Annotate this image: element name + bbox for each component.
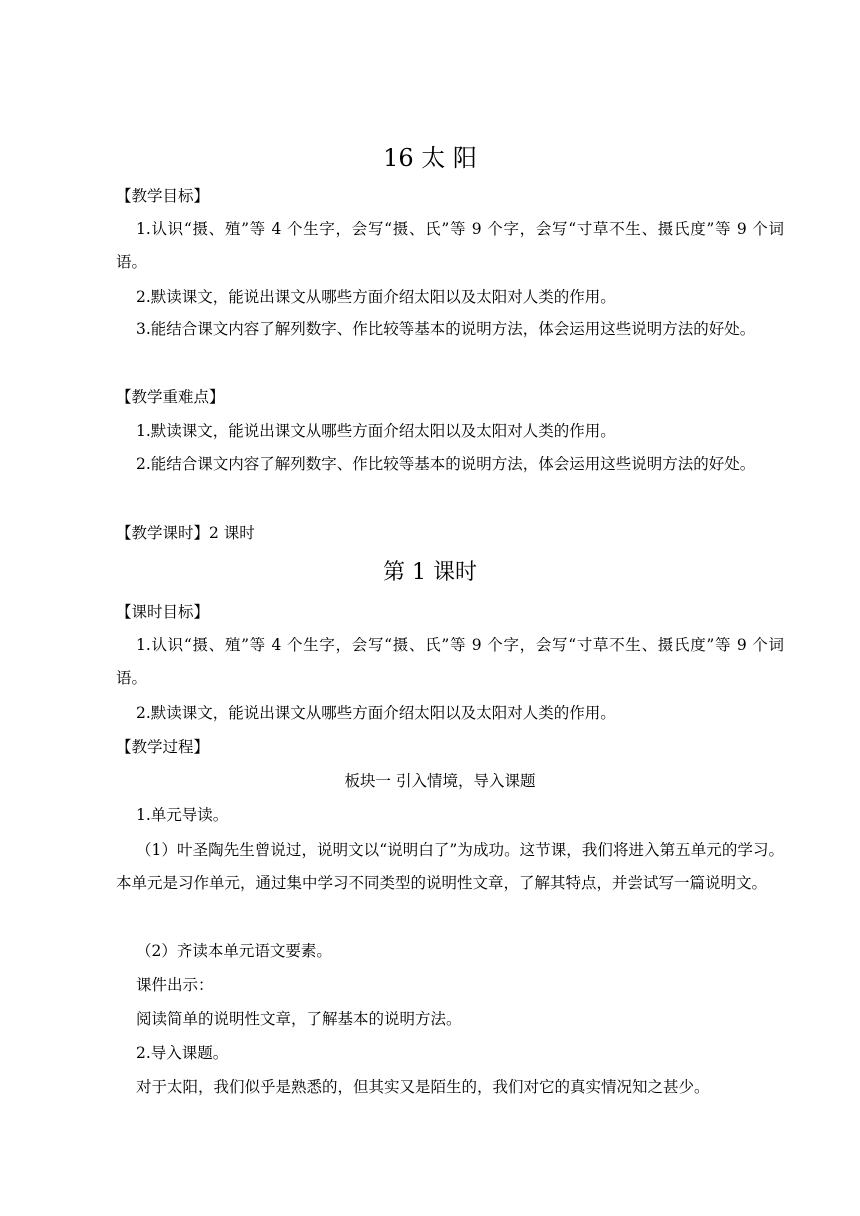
process-heading: 【教学过程】 (116, 738, 210, 756)
goal-item-1: 1.认识“摄、殖”等 4 个生字，会写“摄、氏”等 9 个字，会写“寸草不生、摄氏度”等 9 个词语。 (116, 220, 784, 271)
process-item-4: 课件出示： (136, 976, 214, 994)
lesson-goal-item-1: 1.认识“摄、殖”等 4 个生字，会写“摄、氏”等 9 个字，会写“寸草不生、摄氏度”等 9 个词语。 (116, 636, 784, 687)
process-item-6: 2.导入课题。 (136, 1044, 229, 1062)
process-item-3: （2）齐读本单元语文要素。 (136, 942, 332, 960)
goal-item-3: 3.能结合课文内容了解列数字、作比较等基本的说明方法，体会运用这些说明方法的好处。 (136, 320, 756, 338)
lesson-title: 第 1 课时 (383, 560, 477, 585)
key-point-item-1: 1.默读课文，能说出课文从哪些方面介绍太阳以及太阳对人类的作用。 (136, 422, 616, 440)
page-title: 16 太 阳 (383, 144, 477, 172)
key-points-heading: 【教学重难点】 (116, 388, 225, 406)
key-point-item-2: 2.能结合课文内容了解列数字、作比较等基本的说明方法，体会运用这些说明方法的好处。 (136, 455, 756, 473)
hours-line: 【教学课时】2 课时 (116, 524, 255, 542)
section-title: 板块一 引入情境，导入课题 (344, 772, 536, 790)
lesson-goals-heading: 【课时目标】 (116, 603, 210, 621)
lesson-goal-item-2: 2.默读课文，能说出课文从哪些方面介绍太阳以及太阳对人类的作用。 (136, 704, 616, 722)
goals-heading: 【教学目标】 (116, 187, 210, 205)
process-item-7: 对于太阳，我们似乎是熟悉的，但其实又是陌生的，我们对它的真实情况知之甚少。 (136, 1078, 710, 1096)
process-item-2: （1）叶圣陶先生曾说过，说明文以“说明白了”为成功。这节课，我们将进入第五单元的学习。本单元是习作单元，通过集中学习不同类型的说明性文章，了解其特点，并尝试写一篇说明文。 (116, 841, 784, 892)
process-item-5: 阅读简单的说明性文章，了解基本的说明方法。 (136, 1010, 462, 1028)
goal-item-2: 2.默读课文，能说出课文从哪些方面介绍太阳以及太阳对人类的作用。 (136, 288, 616, 306)
process-item-1: 1.单元导读。 (136, 806, 229, 824)
